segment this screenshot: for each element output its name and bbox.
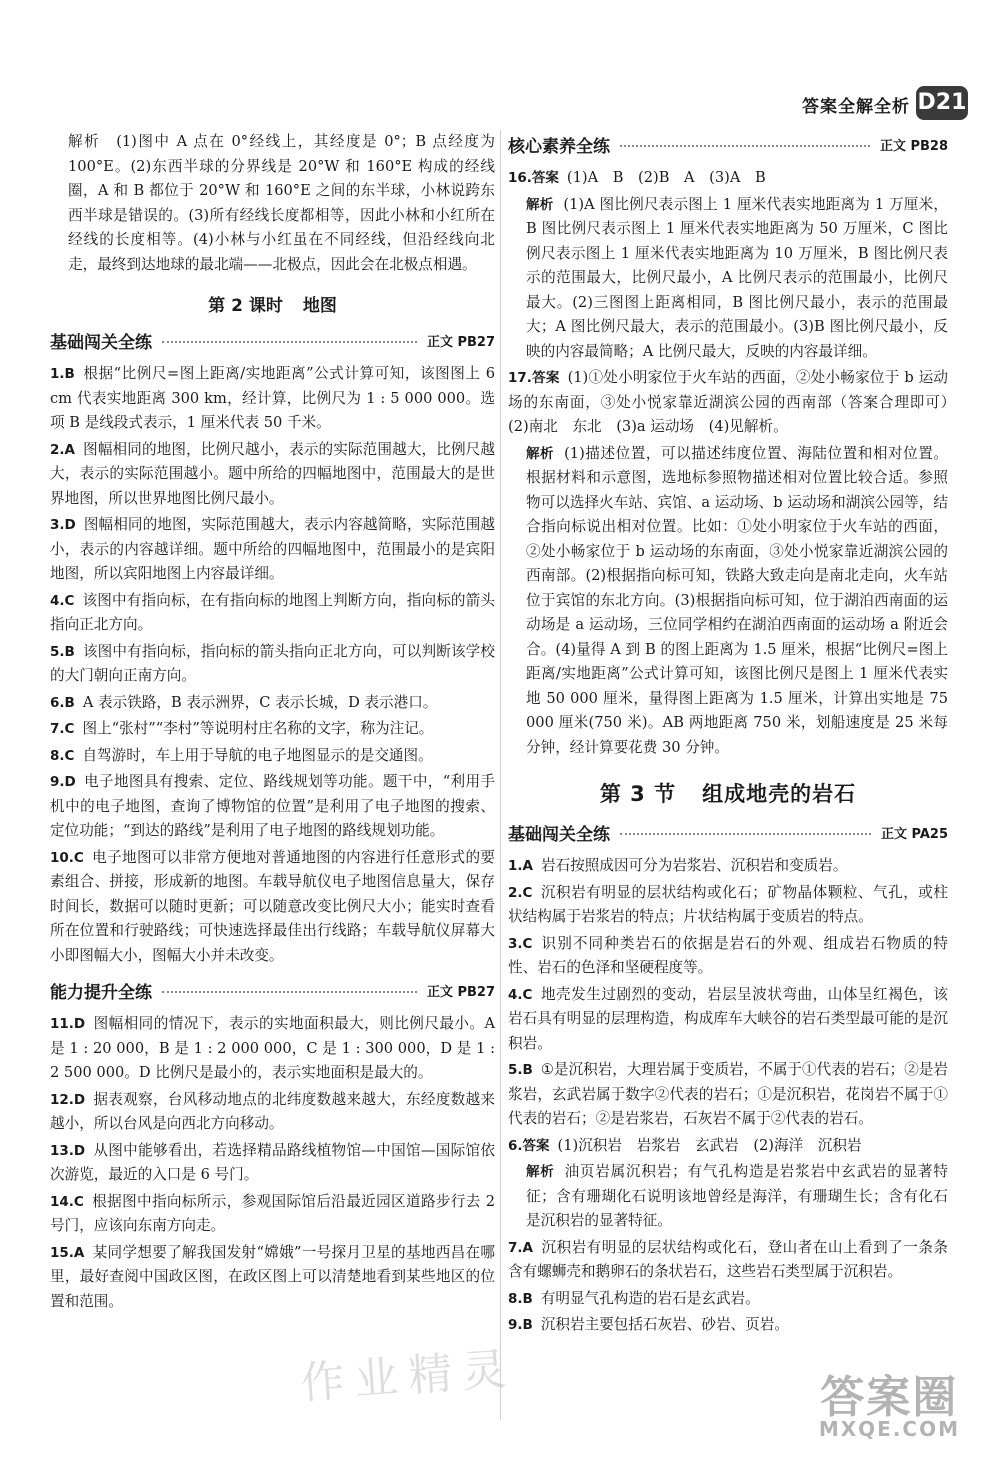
section-basic-rocks: [508, 818, 948, 846]
lesson-title: [50, 291, 495, 316]
answer-item: 6.B A 表示铁路，B 表示洲界，C 表示长城，D 表示港口。: [50, 693, 438, 711]
answer-item: 14.C 根据图中指向标所示，参观国际馆后沿最近园区道路步行去 2 号门，应该向东南方向走。: [50, 1192, 495, 1234]
answer-item: 17.答案 (1)①处小明家位于火车站的西面，②处小畅家位于 b 运动场的东南面，③处小悦家靠近湖滨公园的西南部（答案合理即可） (2)南北 东北 (3)a 运动场 (4)见解析。: [508, 369, 963, 435]
answer-item: 5.B ①是沉积岩，大理岩属于变质岩，不属于①代表的岩石；②是岩浆岩，玄武岩属于数字②代表的岩石；①是沉积岩，花岗岩不属于①代表的岩石；②是岩浆岩，石灰岩不属于②代表的岩石。: [508, 1061, 948, 1127]
section-title: 基础闯关全练: [508, 824, 610, 845]
section-ref: 正文 PB28: [879, 138, 948, 154]
page-header: [0, 86, 1000, 126]
answer-item: 7.C 图上“张村”“李村”等说明村庄名称的文字，称为注记。: [50, 720, 434, 737]
site-logo: [819, 1361, 960, 1441]
lesson-number: 第 2 课时: [208, 296, 283, 316]
section-ref: 正文 PA25: [880, 826, 948, 842]
answer-item: 12.D 据表观察，台风移动地点的北纬度数越来越大，东经度数越来越小，所以台风是向西北方向移动。: [50, 1090, 495, 1132]
analysis-block: 解析 油页岩属沉积岩；有气孔构造是岩浆岩中玄武岩的显著特征；含有珊瑚化石说明该地曾经是海洋，有珊瑚生长；含有化石是沉积岩的显著特征。: [526, 1163, 948, 1229]
dotted-leader: [620, 145, 870, 147]
lesson-name: 地图: [302, 296, 337, 316]
answer-item: 16.答案 (1)A B (2)B A (3)A B: [508, 169, 766, 186]
page-number-badge: D21: [916, 86, 968, 120]
answer-item: 4.C 该图中有指向标，在有指向标的地图上判断方向，指向标的箭头指向正北方向。: [50, 591, 495, 633]
answer-item: 5.B 该图中有指向标，指向标的箭头指向正北方向，可以判断该学校的大门朝向正南方向。: [50, 642, 495, 684]
answer-item: 9.D 电子地图具有搜索、定位、路线规划等功能。题干中，“利用手机中的电子地图，查询了博物馆的位置”是利用了电子地图的搜索、定位功能；“到达的路线”是利用了电子地图的路线规划功能。: [50, 773, 495, 839]
left-column: [50, 130, 495, 1316]
section-title: 基础闯关全练: [50, 332, 152, 353]
answer-item: 3.C 识别不同种类岩石的依据是岩石的外观、组成岩石物质的特性、岩石的色泽和坚硬程度等。: [508, 934, 948, 976]
chapter-name: 组成地壳的岩石: [702, 782, 857, 806]
right-column: [508, 130, 963, 1340]
column-divider: [500, 130, 501, 1420]
section-basic: [50, 326, 495, 354]
section-ref: 正文 PB27: [426, 984, 495, 1000]
answer-item: 2.A 图幅相同的地图，比例尺越小，表示的实际范围越大，比例尺越大，表示的实际范围越小。题中所给的四幅地图中，范围最大的是世界地图，所以世界地图比例尺最小。: [50, 440, 495, 507]
answer-item: 8.C 自驾游时，车上用于导航的电子地图显示的是交通图。: [50, 746, 433, 764]
logo-text: 答案圈: [820, 1372, 959, 1423]
logo-url: MXQE.COM: [818, 1417, 960, 1441]
intro-analysis: 解析 (1)图中 A 点在 0°经线上，其经度是 0°；B 点经度为 100°E。(2)东西半球的分界线是 20°W 和 160°E 构成的经线圈，A 和 B 都位于 20°W 和 160°E 之间的东半球，小林说跨东西半球是错误的。(3)所有经线长度都相等，因此小林和小红所在经线的长度相等。(4)小林与小红虽在不同经线，但沿经线向北走，最终到达地球的最北端——北极点，因此会在北极点相遇。: [68, 133, 495, 273]
answer-item: 3.D 图幅相同的地图，实际范围越大，表示内容越简略，实际范围越小，表示的内容越详细。题中所给的四幅地图中，范围最小的是宾阳地图，所以宾阳地图上内容最详细。: [50, 516, 495, 582]
answer-item: 13.D 从图中能够看出，若选择精品路线植物馆—中国馆—国际馆依次游览，最近的入口是 6 号门。: [50, 1141, 495, 1183]
section-core: [508, 130, 948, 158]
answer-item: 1.A 岩石按照成因可分为岩浆岩、沉积岩和变质岩。: [508, 857, 848, 874]
answer-item: 1.B 根据“比例尺=图上距离/实地距离”公式计算可知，该图图上 6 cm 代表实地距离 300 km，经计算，比例尺为 1 : 5 000 000。选项 B 是线段式表示，1 厘米代表 50 千米。: [50, 365, 495, 431]
answer-item: 8.B 有明显气孔构造的岩石是玄武岩。: [508, 1289, 760, 1307]
section-title: 能力提升全练: [50, 982, 152, 1003]
dotted-leader: [162, 991, 417, 993]
answer-item: 6.答案 (1)沉积岩 岩浆岩 玄武岩 (2)海洋 沉积岩: [508, 1136, 862, 1154]
answer-item: 10.C 电子地图可以非常方便地对普通地图的内容进行任意形式的要素组合、拼接，形成新的地图。车载导航仪电子地图信息量大，保存时间长，数据可以随时更新；可以随意改变比例尺大小；能实时查看所在位置和行驶路线；可快速选择最佳出行线路；车载导航仪屏幕大小即图幅大小，图幅大小并未改变。: [50, 848, 495, 964]
answer-item: 15.A 某同学想要了解我国发射“嫦娥”一号探月卫星的基地西昌在哪里，最好查阅中国政区图，在政区图上可以清楚地看到某些地区的位置和范围。: [50, 1243, 495, 1310]
chapter-title: [508, 778, 948, 808]
watermark-text: 作业精灵: [298, 1343, 518, 1410]
answer-item: 4.C 地壳发生过剧烈的变动，岩层呈波状弯曲，山体呈红褐色，该岩石具有明显的层理构造，构成库车大峡谷的岩石类型最可能的是沉积岩。: [508, 985, 948, 1052]
answer-item: 9.B 沉积岩主要包括石灰岩、砂岩、页岩。: [508, 1316, 789, 1333]
dotted-leader: [620, 833, 871, 835]
section-title: 核心素养全练: [508, 136, 610, 157]
analysis-block: 解析 (1)A 图比例尺表示图上 1 厘米代表实地距离为 1 万厘米，B 图比例尺表示图上 1 厘米代表实地距离为 50 万厘米，C 图比例尺表示图上 1 厘米代表实地距离为 10 万厘米，B 图比例尺表示的范围最大，比例尺最小，A 比例尺表示的范围最小，比例尺最大。(2)三图图上距离相同，B 图比例尺最小，表示的范围最大；A 图比例尺最大，表示的范围最小。(3)B 图比例尺最小，反映的内容最简略；A 比例尺最大，反映的内容最详细。: [526, 195, 949, 360]
answer-item: 2.C 沉积岩有明显的层状结构或化石；矿物晶体颗粒、气孔，或柱状结构属于岩浆岩的特点；片状结构属于变质岩的特点。: [508, 883, 948, 925]
answer-item: 7.A 沉积岩有明显的层状结构或化石，登山者在山上看到了一条条含有螺蛳壳和鹅卵石的条状岩石，这些岩石类型属于沉积岩。: [508, 1238, 948, 1280]
header-title: 答案全解全析: [802, 97, 910, 117]
answer-item: 11.D 图幅相同的情况下，表示的实地面积最大，则比例尺最小。A 是 1 : 20 000，B 是 1 : 2 000 000，C 是 1 : 300 000，D 是 1 : 2 500 000。D 比例尺是最小的，表示实地面积是最大的。: [50, 1015, 495, 1081]
section-ref: 正文 PB27: [426, 334, 495, 350]
dotted-leader: [162, 341, 417, 343]
analysis-block: 解析 (1)描述位置，可以描述纬度位置、海陆位置和相对位置。根据材料和示意图，选地标参照物描述相对位置比较合适。参照物可以选择火车站、宾馆、a 运动场、b 运动场和湖滨公园等，结合指向标说出相对位置。比如：①处小明家位于火车站的西面，②处小畅家位于 b 运动场的东南面，③处小悦家靠近湖滨公园的西南部。(2)根据指向标可知，铁路大致走向是南北走向，火车站位于宾馆的东北方向。(3)根据指向标可知，位于湖泊西南面的运动场是 a 运动场，三位同学相约在湖泊西南面的运动场 a 附近会合。(4)量得 A 到 B 的图上距离为 1.5 厘米，根据“比例尺=图上距离/实地距离”公式计算可知，该图比例尺是图上 1 厘米代表实地 50 000 厘米，量得图上距离为 1.5 厘米，计算出实地是 75 000 厘米(750 米)。AB 两地距离 750 米，划船速度是 25 米每分钟，经计算要花费 30 分钟。: [526, 444, 948, 756]
section-advanced: [50, 976, 495, 1004]
chapter-number: 第 3 节: [599, 782, 677, 806]
